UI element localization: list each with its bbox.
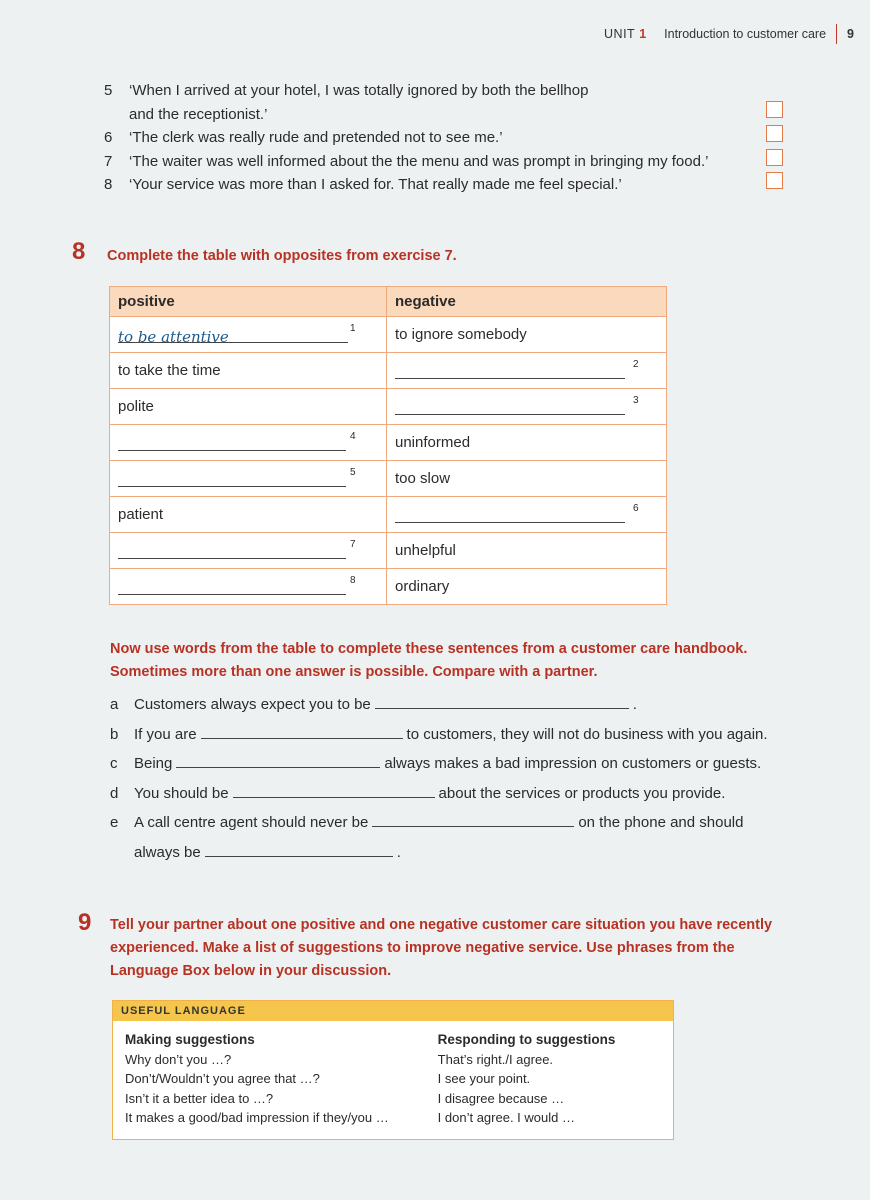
sentence-list — [110, 694, 830, 871]
item-text-line: and the receptionist.’ — [129, 105, 268, 123]
answer-checkbox[interactable] — [766, 172, 783, 189]
handwritten-answer: to be attentive — [118, 328, 229, 346]
gap-number: 7 — [350, 539, 356, 550]
exercise7-list — [104, 79, 804, 197]
positive-cell[interactable] — [110, 533, 387, 569]
sentence-item — [110, 724, 830, 754]
sentence-item — [110, 753, 830, 783]
answer-blank[interactable] — [395, 364, 625, 379]
useful-language-title: USEFUL LANGUAGE — [113, 1001, 673, 1021]
phrase-item: I see your point. — [437, 1071, 531, 1086]
negative-cell: to ignore somebody — [387, 317, 667, 353]
phrase-item: I disagree because … — [437, 1090, 565, 1106]
exercise8-number: 8 — [72, 238, 86, 265]
table-row — [110, 461, 667, 497]
answer-blank[interactable] — [118, 472, 346, 487]
answer-blank[interactable] — [205, 844, 393, 857]
sentence-item-continuation — [110, 842, 830, 872]
gap-number: 4 — [350, 431, 356, 442]
item-text-line: ‘The clerk was really rude and pretended not to see me.’ — [129, 129, 503, 146]
positive-cell[interactable] — [110, 461, 387, 497]
answer-blank[interactable] — [118, 544, 346, 559]
negative-cell[interactable] — [387, 389, 667, 425]
answer-blank[interactable] — [118, 436, 346, 451]
phrase-item: It makes a good/bad impression if they/you … — [125, 1110, 389, 1125]
table-row — [110, 533, 667, 569]
gap-number: 2 — [633, 359, 639, 370]
item-text-line: ‘Your service was more than I asked for. That really made me feel special.’ — [129, 176, 622, 193]
item-number: 5 — [104, 82, 113, 99]
item-text-line: ‘When I arrived at your hotel, I was totally ignored by both the bellhop — [129, 82, 589, 99]
answer-blank[interactable] — [395, 400, 625, 415]
table-row — [110, 569, 667, 605]
table-row — [110, 497, 667, 533]
column-header-negative: negative — [387, 287, 667, 317]
answer-checkbox[interactable] — [766, 125, 783, 142]
negative-cell[interactable] — [387, 353, 667, 389]
useful-language-box — [112, 1000, 674, 1140]
exercise8-instruction: Complete the table with opposites from exercise 7. — [107, 248, 457, 264]
list-item — [104, 173, 804, 197]
answer-blank[interactable] — [201, 726, 403, 739]
sentence-text: about the services or products you provide. — [438, 784, 726, 802]
answer-blank[interactable] — [375, 696, 629, 709]
followup-instruction-line: Sometimes more than one answer is possible. Compare with a partner. — [110, 664, 598, 680]
exercise9-instruction-line: experienced. Make a list of suggestions to improve negative service. Use phrases from the — [110, 940, 735, 956]
positive-cell[interactable] — [110, 425, 387, 461]
answer-checkbox[interactable] — [766, 101, 783, 118]
sentence-text: A call centre agent should never be — [134, 814, 369, 831]
sentence-item — [110, 783, 830, 813]
sentence-text: Customers always expect you to be — [134, 696, 371, 713]
answer-blank[interactable] — [395, 508, 625, 523]
column-header-positive: positive — [110, 287, 387, 317]
followup-instruction-line: Now use words from the table to complete these sentences from a customer care handbook. — [110, 641, 748, 657]
phrase-item: Don’t/Wouldn’t you agree that …? — [125, 1071, 320, 1086]
gap-number: 1 — [350, 323, 356, 334]
column-heading: Making suggestions — [125, 1032, 255, 1047]
answer-checkbox[interactable] — [766, 149, 783, 166]
sentence-letter: b — [110, 725, 119, 743]
answer-blank[interactable] — [118, 580, 346, 595]
sentence-text: to customers, they will not do business with you again. — [406, 725, 768, 743]
exercise9-instruction-line: Tell your partner about one positive and one negative customer care situation you have recently — [110, 917, 773, 933]
exercise9-instruction — [110, 914, 772, 983]
suggestions-column — [125, 1030, 438, 1128]
unit-title: Introduction to customer care — [664, 27, 827, 41]
table-row — [110, 353, 667, 389]
header-divider — [836, 24, 837, 44]
negative-cell: ordinary — [387, 569, 667, 605]
positive-cell: patient — [110, 497, 387, 533]
item-number: 8 — [104, 176, 113, 193]
sentence-letter: e — [110, 814, 119, 831]
sentence-text: If you are — [134, 725, 197, 743]
sentence-text: . — [632, 696, 637, 713]
positive-cell: to take the time — [110, 353, 387, 389]
gap-number: 5 — [350, 467, 356, 478]
phrase-item: Why don’t you …? — [125, 1051, 232, 1067]
answer-blank[interactable] — [372, 814, 574, 827]
item-text-line: ‘The waiter was well informed about the the menu and was prompt in bringing my food.’ — [129, 152, 709, 170]
sentence-text: You should be — [134, 784, 229, 802]
sentence-text: Being — [134, 755, 173, 772]
phrase-item: That’s right./I agree. — [437, 1051, 554, 1067]
answer-blank[interactable] — [176, 755, 380, 768]
list-item — [104, 150, 804, 174]
sentence-letter: c — [110, 755, 118, 772]
table-row — [110, 317, 667, 353]
sentence-text: on the phone and should — [578, 814, 744, 831]
item-number: 7 — [104, 152, 113, 170]
negative-cell[interactable] — [387, 497, 667, 533]
negative-cell: unhelpful — [387, 533, 667, 569]
gap-number: 6 — [633, 503, 639, 514]
gap-number: 8 — [350, 575, 356, 586]
phrase-item: I don’t agree. I would … — [437, 1110, 575, 1125]
negative-cell: uninformed — [387, 425, 667, 461]
sentence-text: always makes a bad impression on customers or guests. — [384, 755, 762, 772]
item-number: 6 — [104, 129, 113, 146]
sentence-text: . — [396, 843, 401, 861]
followup-instruction — [110, 638, 747, 684]
list-item — [104, 79, 804, 126]
table-row — [110, 389, 667, 425]
negative-cell: too slow — [387, 461, 667, 497]
list-item — [104, 126, 804, 150]
opposites-table — [109, 286, 667, 605]
column-heading: Responding to suggestions — [437, 1032, 616, 1047]
page-number: 9 — [847, 27, 854, 41]
table-header-row — [110, 287, 667, 317]
sentence-text: always be — [134, 843, 201, 861]
phrase-item: Isn’t it a better idea to …? — [125, 1090, 274, 1106]
exercise9-instruction-line: Language Box below in your discussion. — [110, 963, 392, 979]
answer-blank[interactable] — [233, 785, 435, 798]
unit-number: 1 — [639, 27, 647, 41]
sentence-item — [110, 812, 830, 842]
page-header — [604, 24, 854, 44]
positive-cell[interactable] — [110, 317, 387, 353]
gap-number: 3 — [633, 395, 639, 406]
table-row — [110, 425, 667, 461]
sentence-item — [110, 694, 830, 724]
sentence-letter: d — [110, 784, 119, 802]
positive-cell[interactable] — [110, 569, 387, 605]
exercise9-number: 9 — [78, 909, 92, 936]
sentence-letter: a — [110, 696, 119, 713]
unit-label: UNIT — [604, 27, 636, 41]
responses-column — [438, 1030, 661, 1128]
positive-cell: polite — [110, 389, 387, 425]
